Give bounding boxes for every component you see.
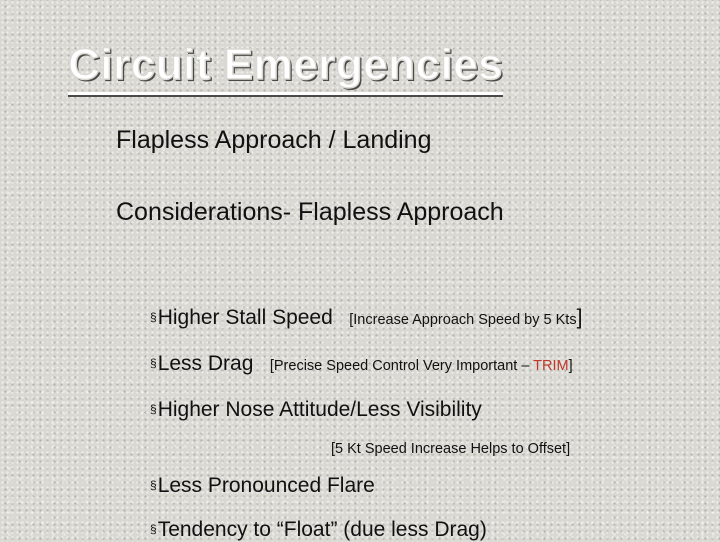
bullet-marker-icon: § [150, 356, 157, 370]
bullet-tendency-to-float [150, 518, 487, 542]
bullet-note: [Increase Approach Speed by 5 Kts [349, 312, 577, 328]
bullet-marker-icon: § [150, 310, 157, 324]
bullet-text: Less Drag [157, 352, 254, 375]
bullet-text: Higher Nose Attitude/Less Visibility [157, 398, 482, 421]
bullet-text: Less Pronounced Flare [157, 474, 375, 497]
slide-title: Circuit Emergencies [68, 38, 503, 95]
bullet-less-drag [150, 352, 573, 376]
bullet-marker-icon: § [150, 522, 157, 536]
bullet-higher-stall-speed [150, 306, 582, 330]
heading-considerations: Considerations- Flapless Approach [116, 198, 504, 226]
bullet-less-pronounced-flare [150, 474, 375, 498]
bullet-higher-nose-attitude [150, 398, 482, 422]
bullet-marker-icon: § [150, 402, 157, 416]
bullet-marker-icon: § [150, 478, 157, 492]
bullet-note: [Precise Speed Control Very Important – [269, 358, 534, 374]
bullet-text: Tendency to “Float” (due less Drag) [157, 518, 487, 541]
trim-highlight: TRIM [533, 358, 569, 374]
bullet-text: Higher Stall Speed [157, 306, 333, 329]
bullet-sub-note: [5 Kt Speed Increase Helps to Offset] [331, 441, 571, 457]
heading-flapless-approach: Flapless Approach / Landing [116, 126, 432, 154]
bullet-note-close: ] [576, 306, 583, 329]
bullet-note-close: ] [568, 358, 573, 374]
